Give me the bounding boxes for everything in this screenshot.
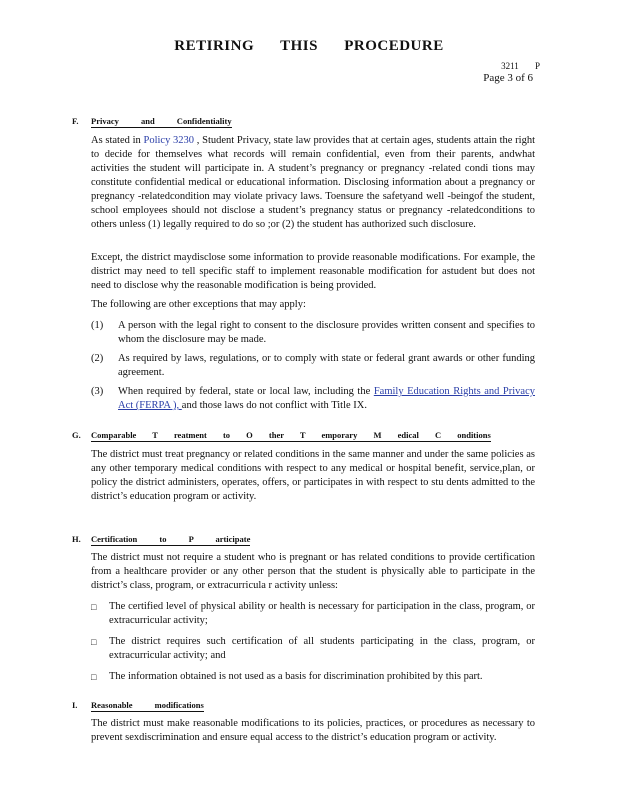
section-g-paragraph-1: The district must treat pregnancy or related conditions in the same manner and under the same policies as any other temporary medical conditions with respect to any medical or hospital benefit, service,plan, or policy the district administers, operates, offers, or participates in with respect to stu dents admitted to the district’s education program or activity.: [91, 449, 535, 502]
exception-number: (3): [91, 386, 104, 397]
section-h-letter: H.: [72, 534, 81, 544]
section-h-title: Certification to P articipate: [91, 534, 251, 544]
section-i-title: Reasonable modifications: [91, 700, 204, 710]
section-h-paragraph-1: The district must not require a student who is pregnant or has related conditions to provide certification from a healthcare provider or any other person that the student is physically able to participate in the district’s class, program, or extracurricula r activity unless:: [91, 552, 535, 591]
bullet-box-icon: □: [91, 672, 97, 682]
exception-text: [118, 385, 535, 413]
procedure-code: 3211 P: [501, 61, 540, 71]
section-f-heading: [72, 116, 232, 128]
exception-text: As required by laws, regulations, or to comply with state or federal grant awards or other funding agreement.: [118, 353, 535, 378]
policy-3230-link[interactable]: Policy 3230: [143, 135, 195, 146]
condition-text: The certified level of physical ability or health is necessary for participation in the class, program, or extracurricular activity;: [109, 601, 535, 626]
exception-text-b: and those laws do not conflict with Title IX.: [181, 400, 367, 411]
page-title: RETIRING THIS PROCEDURE: [174, 38, 444, 54]
section-f-letter: F.: [72, 116, 79, 126]
section-f-paragraph-3: The following are other exceptions that may apply:: [91, 299, 306, 310]
section-f-p1-text-b: , Student Privacy, state law provides that at certain ages, students attain the right to decide for themselves what records will remain confidential, even from their parents, andwhat activities the student will participate in. A student’s pregnancy or pregnancy -related condi tions may constitute confidential medical or educational information. Disclosing information about a pregnancy or pregnancy -relatedcondition may violate privacy laws. Toensure the safetyand well -beingof the student, school employees should not disclose a student’s pregnancy status or pregnancy -relatedconditions to others unless (1) legally required to do so ;or (2) the student has authorized such disclosure.: [91, 135, 536, 230]
exception-text-a: When required by federal, state or local law, including the: [118, 386, 374, 397]
section-h-heading: [72, 534, 250, 546]
section-g-title: Comparable T reatment to O ther T emporary M edical C onditions: [91, 430, 491, 440]
section-i-heading: [72, 700, 204, 712]
certification-condition-3: [91, 670, 535, 684]
page-number: Page 3 of 6: [483, 72, 533, 84]
section-f-paragraph-2: Except, the district maydisclose some information to provide reasonable modifications. For example, the district may need to tell specific staff to implement reasonable modification for astudent but does not need to disclose why the reasonable modification is being provided.: [91, 252, 535, 291]
exception-item-2: [91, 352, 535, 380]
exception-item-1: [91, 319, 535, 347]
section-i-paragraph-1: The district must make reasonable modifications to its policies, practices, or procedures as necessary to prevent sexdiscrimination and ensure equal access to the district’s education program or activity.: [91, 718, 535, 743]
section-f-p1-text-a: As stated in: [91, 135, 144, 146]
section-g-heading: [72, 430, 491, 442]
ferpa-link[interactable]: Family Education Rights and Privacy Act (FERPA ),: [118, 386, 535, 411]
section-i-letter: I.: [72, 700, 78, 710]
bullet-box-icon: □: [91, 602, 97, 612]
section-f-paragraph-1: [91, 134, 535, 232]
section-g-letter: G.: [72, 430, 81, 440]
bullet-box-icon: □: [91, 637, 97, 647]
condition-text: The information obtained is not used as a basis for discrimination prohibited by this part.: [109, 671, 483, 682]
condition-text: The district requires such certification of all students participating in the class, program, or extracurricular activity; and: [109, 636, 535, 661]
certification-condition-1: [91, 600, 535, 628]
exception-text: A person with the legal right to consent to the disclosure provides written consent and specifies to whom the disclosure may be made.: [118, 320, 535, 345]
section-f-title: Privacy and Confidentiality: [91, 116, 232, 126]
exception-item-3: [91, 385, 535, 413]
certification-condition-2: [91, 635, 535, 663]
exception-number: (2): [91, 353, 104, 364]
exception-number: (1): [91, 320, 104, 331]
